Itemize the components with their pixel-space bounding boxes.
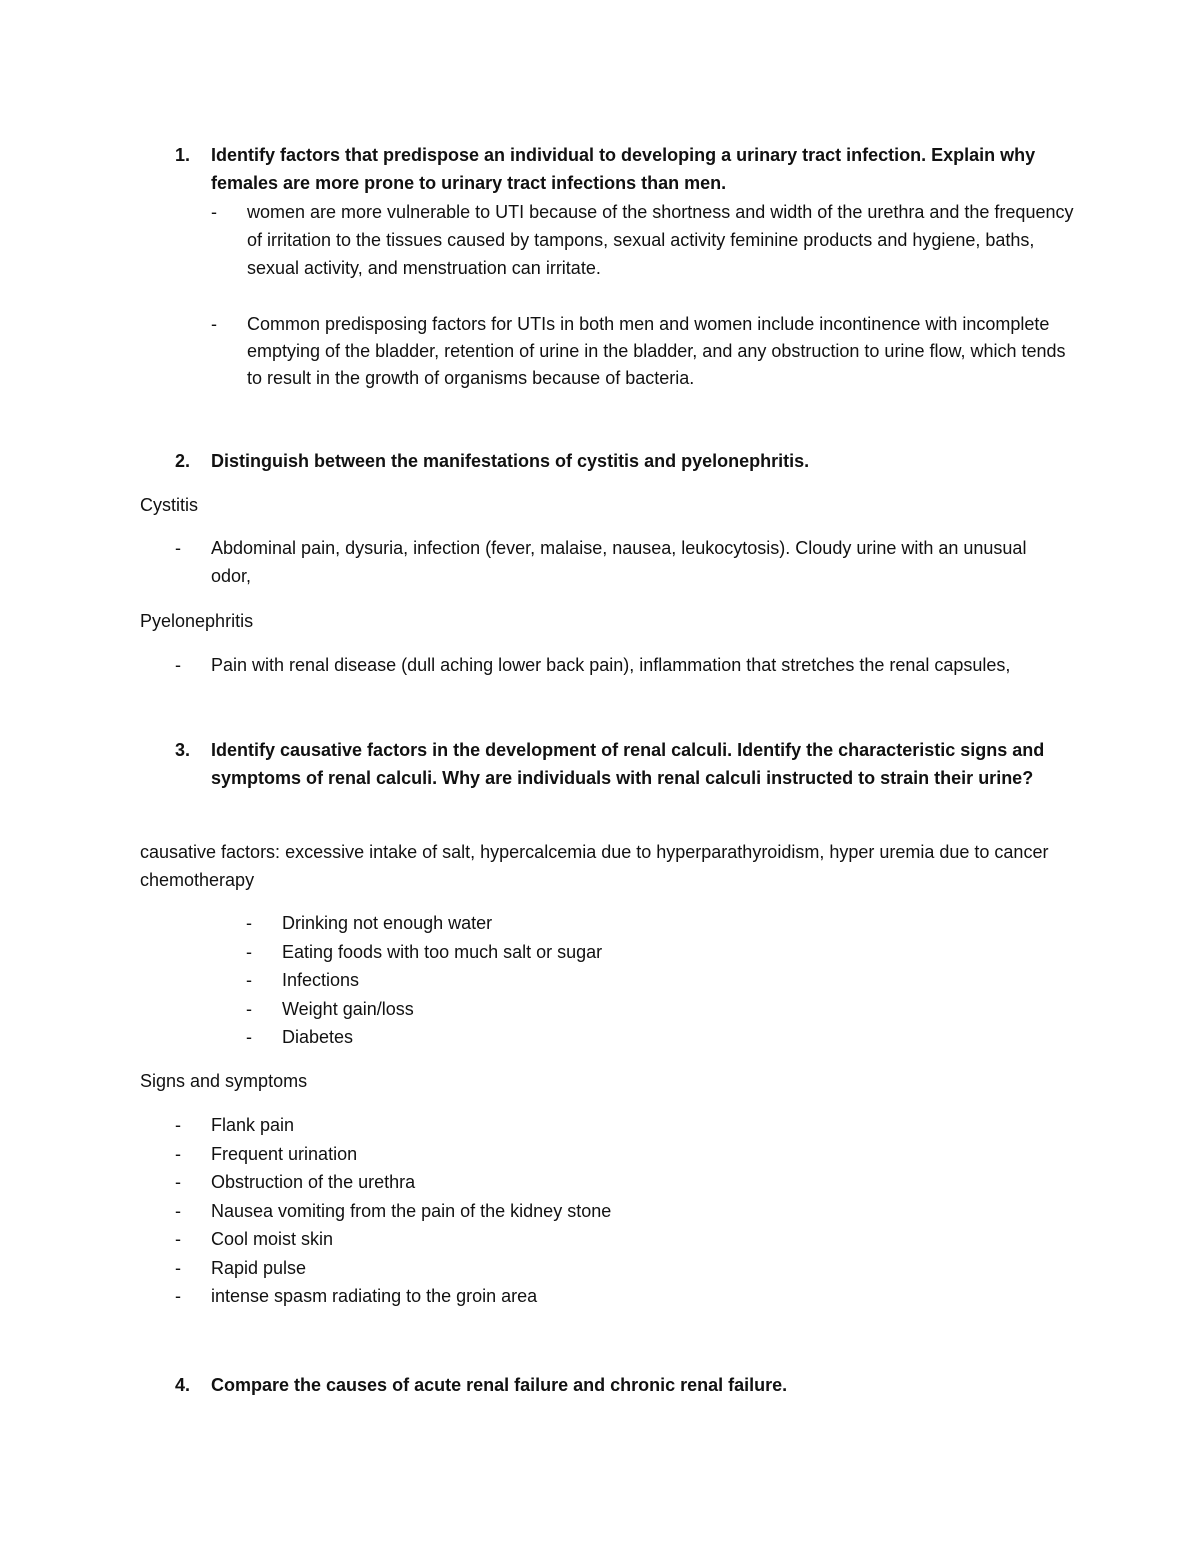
list-item	[175, 1254, 611, 1283]
question-number: 1.	[175, 145, 191, 165]
question-4	[175, 1371, 1075, 1399]
question-3	[175, 736, 1075, 792]
dash-bullet: -	[246, 1027, 252, 1047]
list-item	[246, 938, 602, 967]
list-item	[175, 1111, 611, 1140]
dash-bullet: -	[175, 1172, 181, 1192]
dash-bullet: -	[175, 1115, 181, 1135]
list-item	[246, 966, 602, 995]
dash-bullet: -	[246, 998, 252, 1019]
signs-list	[175, 1111, 611, 1311]
list-item-text: Eating foods with too much salt or sugar	[282, 941, 603, 962]
question-title: Compare the causes of acute renal failure and chronic renal failure.	[211, 1375, 788, 1395]
question-1	[175, 141, 1075, 197]
pyelonephritis-heading: Pyelonephritis	[140, 611, 254, 631]
list-item-text: Rapid pulse	[211, 1257, 307, 1278]
list-item	[175, 1282, 611, 1311]
list-item-text: Common predisposing factors for UTIs in both men and women include incontinence with incomplete emptying of the bladder, retention of urine in the bladder, and any obstruction to urine flow, which tends to result in the growth of organisms because of bacteria.	[247, 314, 1066, 388]
list-item	[211, 311, 1081, 392]
list-item	[246, 995, 602, 1024]
question-title: Identify causative factors in the development of renal calculi. Identify the characteristic signs and symptoms of renal calculi. Why are individuals with renal calculi instructed to strain their urine?	[211, 740, 1045, 788]
list-item	[175, 1225, 611, 1254]
list-item-text: intense spasm radiating to the groin area	[211, 1286, 538, 1306]
dash-bullet: -	[175, 1229, 181, 1249]
list-item-text: Cool moist skin	[211, 1229, 334, 1249]
list-item-text: Drinking not enough water	[282, 913, 493, 933]
list-item-text: Diabetes	[282, 1027, 354, 1047]
list-item	[211, 198, 1081, 282]
question-2	[175, 447, 1075, 475]
dash-bullet: -	[211, 202, 217, 222]
signs-heading: Signs and symptoms	[140, 1071, 308, 1091]
dash-bullet: -	[175, 538, 181, 558]
list-item	[175, 1168, 611, 1197]
list-item	[246, 1023, 602, 1052]
dash-bullet: -	[246, 913, 252, 933]
list-item-text: Flank pain	[211, 1115, 295, 1135]
list-item-text: Weight gain/loss	[282, 998, 414, 1019]
dash-bullet: -	[175, 1286, 181, 1306]
question-number: 3.	[175, 740, 191, 760]
causative-factors-text: causative factors: excessive intake of salt, hypercalcemia due to hyperparathyroidism, hyper uremia due to cancer chemotherapy	[140, 842, 1049, 890]
list-item	[246, 909, 602, 938]
list-item-text: Obstruction of the urethra	[211, 1172, 416, 1192]
dash-bullet: -	[175, 655, 181, 675]
dash-bullet: -	[246, 941, 252, 962]
list-item-text: Abdominal pain, dysuria, infection (fever, malaise, nausea, leukocytosis). Cloudy urine with an unusual odor,	[211, 538, 1027, 586]
dash-bullet: -	[175, 1257, 181, 1278]
list-item	[175, 651, 1035, 679]
list-item-text: Frequent urination	[211, 1143, 358, 1164]
list-item-text: Pain with renal disease (dull aching lower back pain), inflammation that stretches the renal capsules,	[211, 655, 1011, 675]
question-number: 2.	[175, 451, 191, 471]
dash-bullet: -	[175, 1200, 181, 1221]
list-item-text: women are more vulnerable to UTI because of the shortness and width of the urethra and the frequency of irritation to the tissues caused by tampons, sexual activity feminine products and hygiene, baths, sexual activity, and menstruation can irritate.	[247, 202, 1074, 278]
list-item	[175, 534, 1055, 590]
dash-bullet: -	[211, 314, 217, 334]
list-item	[175, 1197, 611, 1226]
list-item-text: Infections	[282, 970, 360, 990]
list-item	[175, 1140, 611, 1169]
question-title: Distinguish between the manifestations of cystitis and pyelonephritis.	[211, 451, 810, 471]
dash-bullet: -	[175, 1143, 181, 1164]
question-number: 4.	[175, 1375, 191, 1395]
causes-list	[246, 909, 602, 1052]
question-title: Identify factors that predispose an individual to developing a urinary tract infection. Explain why females are more prone to urinary tract infections than men.	[211, 145, 1036, 193]
dash-bullet: -	[246, 970, 252, 990]
list-item-text: Nausea vomiting from the pain of the kidney stone	[211, 1200, 612, 1221]
cystitis-heading: Cystitis	[140, 495, 198, 515]
